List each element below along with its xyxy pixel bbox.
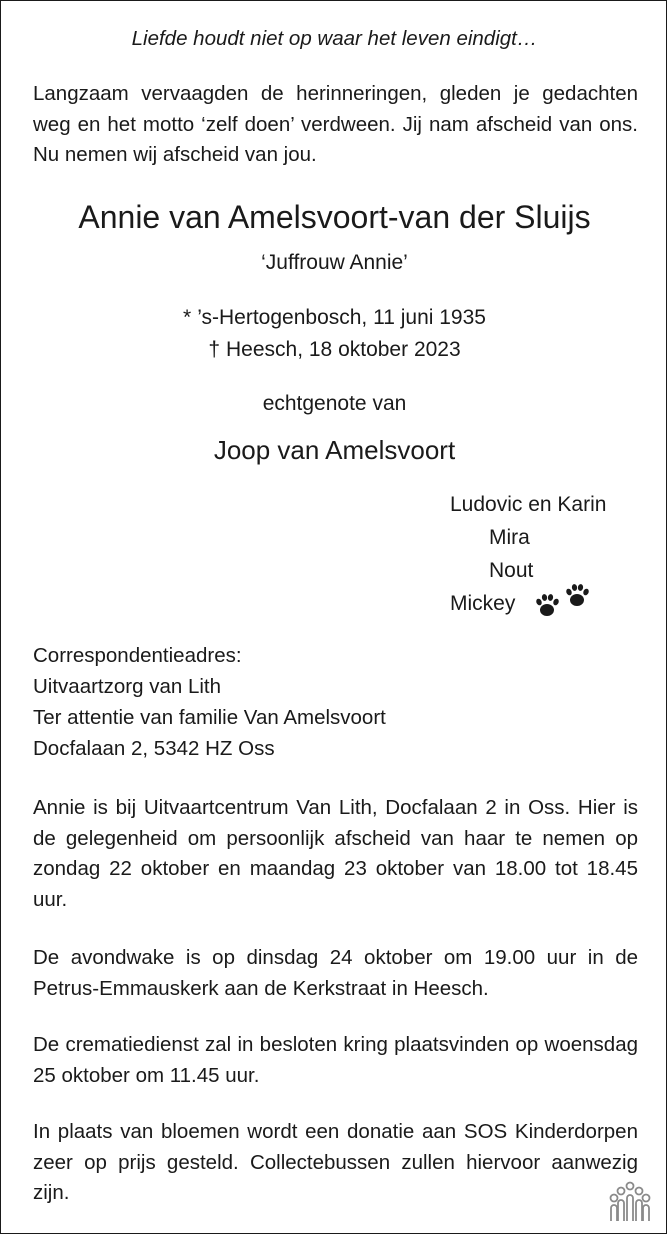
vigil-paragraph: De avondwake is op dinsdag 24 oktober om 19.00 uur in de Petrus-Emmauskerk aan de Kerkstraat in Heesch. xyxy=(33,946,638,1000)
cremation-paragraph: De crematiedienst zal in besloten kring plaatsvinden op woensdag 25 oktober om 11.45 uur. xyxy=(33,1033,638,1087)
motto: Liefde houdt niet op waar het leven eindigt… xyxy=(131,27,538,50)
spouse-prefix: echtgenote van xyxy=(262,392,407,415)
correspondence-line-3: Docfalaan 2, 5342 HZ Oss xyxy=(33,737,275,760)
donation-paragraph: In plaats van bloemen wordt een donatie aan SOS Kinderdorpen zeer op prijs gesteld. Collectebussen zullen hiervoor aanwezig zijn. xyxy=(33,1120,638,1204)
family-line-1: Ludovic en Karin xyxy=(450,493,607,516)
spouse-name: Joop van Amelsvoort xyxy=(213,435,456,465)
deceased-name: Annie van Amelsvoort-van der Sluijs xyxy=(78,199,591,235)
death-line xyxy=(1,338,668,362)
correspondence-heading: Correspondentieadres: xyxy=(33,644,242,667)
deceased-nickname: ‘Juffrouw Annie’ xyxy=(261,251,408,274)
death-symbol: † xyxy=(208,338,220,361)
family-line-2: Mira xyxy=(489,526,530,549)
birth-details: ’s-Hertogenbosch, 11 juni 1935 xyxy=(197,306,486,329)
family-line-4: Mickey xyxy=(450,592,516,615)
birth-line xyxy=(1,306,668,330)
visit-paragraph: Annie is bij Uitvaartcentrum Van Lith, Docfalaan 2 in Oss. Hier is de gelegenheid om persoonlijk afscheid van haar te nemen op zondag 22 oktober en maandag 23 oktober van 18.00 tot 18.45 uur. xyxy=(33,796,638,911)
death-details: Heesch, 18 oktober 2023 xyxy=(226,338,461,361)
correspondence-line-2: Ter attentie van familie Van Amelsvoort xyxy=(33,706,386,729)
birth-symbol: * xyxy=(183,306,192,329)
family-line-3: Nout xyxy=(489,559,534,582)
intro-paragraph: Langzaam vervaagden de herinneringen, gleden je gedachten weg en het motto ‘zelf doen’ verdween. Jij nam afscheid van ons. Nu nemen wij afscheid van jou. xyxy=(33,82,638,166)
correspondence-line-1: Uitvaartzorg van Lith xyxy=(33,675,222,698)
paw-print-icon xyxy=(534,579,594,621)
people-group-logo xyxy=(609,1181,651,1223)
